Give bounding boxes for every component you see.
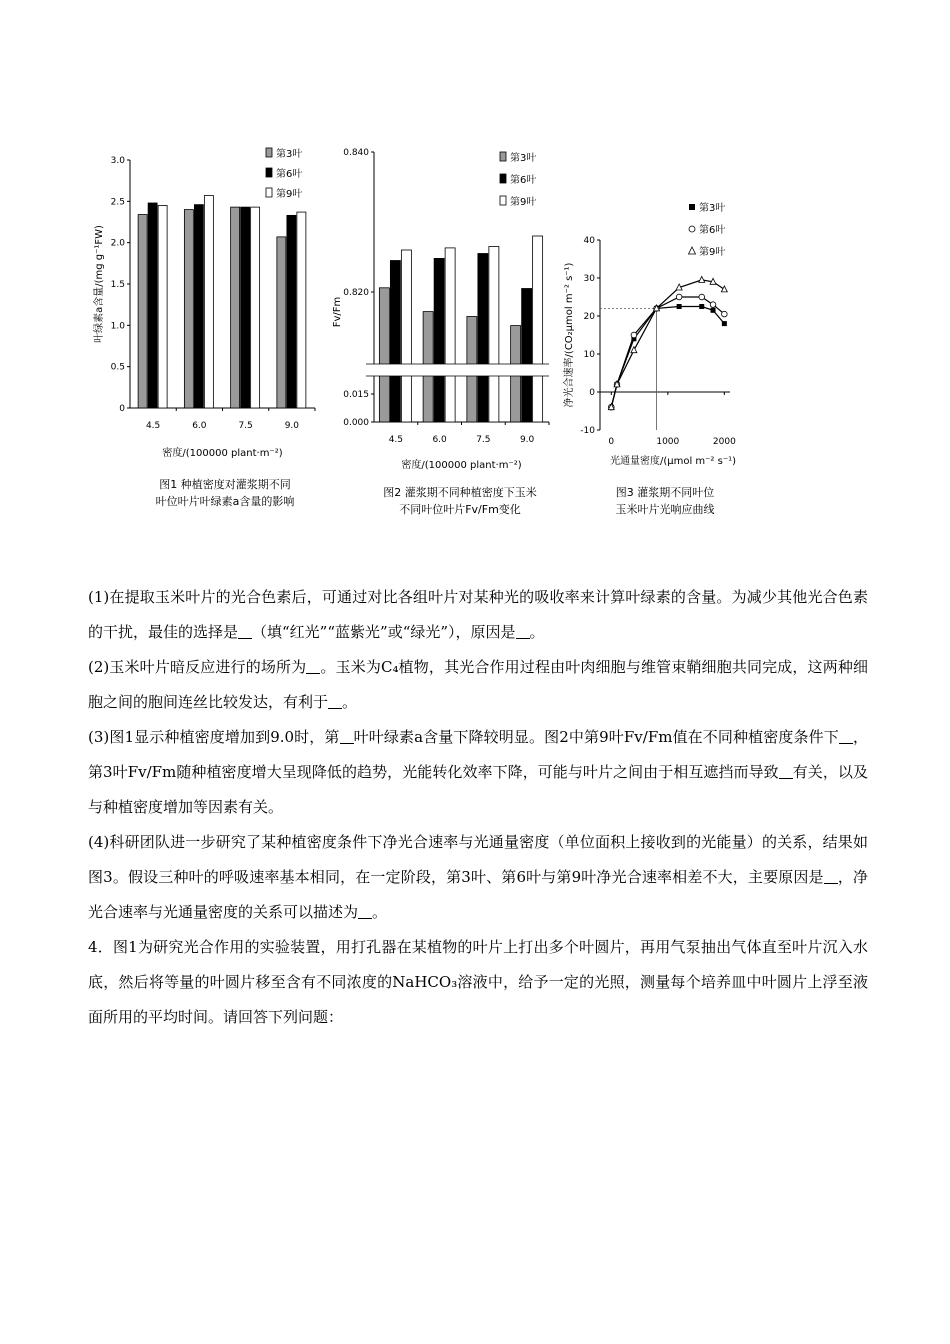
- figure-3: [560, 195, 750, 485]
- paragraph-text: 。: [342, 693, 358, 711]
- data-point: [711, 308, 716, 313]
- x-tick-label: 6.0: [192, 421, 207, 431]
- bar: [489, 247, 499, 423]
- data-point: [631, 347, 637, 353]
- bar: [148, 203, 157, 408]
- x-tick-label: 9.0: [519, 435, 535, 445]
- y-tick-label: 0.820: [343, 288, 369, 298]
- legend-swatch: [266, 188, 272, 197]
- paragraph-text: (4)科研团队进一步研究了某种植密度条件下净光合速率与光通量密度（单位面积上接收到的光能量）的关系，结果如图3。假设三种叶的呼吸速率基本相同，在一定阶段，第3叶、第6叶与第9叶净光合速率相差不大，主要原因是: [88, 833, 868, 886]
- caption-line: 不同叶位叶片Fv/Fm变化: [399, 503, 521, 516]
- legend-label: 第9叶: [699, 247, 726, 258]
- answer-blank[interactable]: [824, 869, 838, 884]
- bar: [379, 288, 389, 422]
- y-tick-label: 0.015: [343, 390, 369, 400]
- y-tick-label: 30: [583, 274, 595, 284]
- y-tick-label: 0: [119, 404, 125, 414]
- x-tick-label: 7.5: [476, 435, 491, 445]
- legend-marker: [689, 226, 695, 232]
- y-tick-label: -10: [580, 426, 595, 436]
- axis-break: [366, 364, 551, 376]
- answer-blank[interactable]: [328, 694, 342, 709]
- bar: [241, 207, 250, 408]
- x-tick-label: 6.0: [432, 435, 447, 445]
- figure-2: [330, 140, 560, 480]
- legend-marker: [689, 247, 696, 254]
- x-tick-label: 4.5: [388, 435, 404, 445]
- y-axis-label: 叶绿素a含量/(mg g⁻¹FW): [94, 225, 105, 343]
- data-point: [699, 294, 705, 300]
- data-point: [699, 276, 705, 282]
- caption-line: 图1 种植密度对灌浆期不同: [159, 478, 291, 491]
- legend-label: 第9叶: [510, 197, 537, 208]
- paragraph-text: 。玉米为C₄植物，其光合作用过程由叶肉细胞与维管束鞘细胞共同完成，这两种细胞之间的胞间连丝比较发达，有利于: [88, 658, 868, 711]
- paragraph-text: （填“红光”“蓝紫光”或“绿光”），原因是: [252, 623, 516, 641]
- legend-label: 第6叶: [276, 169, 303, 180]
- caption-line: 叶位叶片叶绿素a含量的影响: [155, 495, 295, 508]
- paragraph-text: ，第3叶Fv/Fm随种植密度增大呈现降低的趋势，光能转化效率下降，可能与叶片之间由于相互遮挡而导致: [88, 728, 868, 781]
- bar: [445, 248, 455, 422]
- y-tick-label: 0.000: [343, 418, 369, 428]
- paragraph-text: ，净光合速率与光通量密度的关系可以描述为: [88, 868, 868, 921]
- y-axis-label: Fv/Fm: [332, 296, 343, 328]
- legend-label: 第3叶: [699, 203, 726, 214]
- x-tick-label: 2000: [712, 437, 736, 447]
- answer-blank[interactable]: [358, 904, 372, 919]
- x-axis-label: 密度/(100000 plant·m⁻²): [162, 448, 283, 459]
- paragraph-text: 4．图1为研究光合作用的实验装置，用打孔器在某植物的叶片上打出多个叶圆片，再用气泵抽出气体直至叶片沉入水底，然后将等量的叶圆片移至含有不同浓度的NaHCO₃溶液中，给予一定的光照，测量每个培养皿中叶圆片上浮至液面所用的平均时间。请回答下列问题：: [88, 938, 868, 1026]
- question-paragraph: [88, 720, 868, 825]
- caption-line: 玉米叶片光响应曲线: [615, 503, 715, 516]
- y-tick-label: 0.5: [110, 362, 125, 373]
- legend-label: 第6叶: [510, 175, 537, 186]
- figure-2-caption: [360, 484, 560, 518]
- bar: [138, 215, 147, 408]
- x-tick-label: 0: [608, 437, 615, 447]
- bar: [251, 207, 260, 408]
- answer-blank[interactable]: [306, 659, 320, 674]
- paragraph-text: 。: [372, 903, 388, 921]
- figure-3-chart: [560, 195, 750, 485]
- paragraph-text: (1)在提取玉米叶片的光合色素后，可通过对比各组叶片对某种光的吸收率来计算叶绿素的含量。为减少其他光合色素的干扰，最佳的选择是: [88, 588, 868, 641]
- y-tick-label: 2.5: [110, 197, 125, 208]
- question-paragraph: [88, 580, 868, 650]
- y-tick-label: 40: [583, 236, 595, 246]
- figure-3-caption: [590, 484, 740, 518]
- y-tick-label: 1.0: [110, 321, 125, 332]
- y-tick-label: 20: [583, 312, 595, 322]
- legend-label: 第3叶: [276, 149, 303, 160]
- paragraph-text: 有关，以及与种植密度增加等因素有关。: [88, 763, 868, 816]
- bar: [231, 207, 240, 408]
- bar: [184, 210, 193, 408]
- data-point: [722, 311, 728, 317]
- legend-swatch: [266, 148, 272, 157]
- bar: [277, 237, 286, 408]
- data-point: [677, 304, 682, 309]
- y-tick-label: 1.5: [110, 280, 125, 290]
- bar: [390, 261, 400, 423]
- question-text: [88, 580, 868, 1035]
- x-axis-label: 光通量密度/(μmol m⁻² s⁻¹): [609, 456, 737, 467]
- bar: [194, 205, 203, 408]
- figure-2-chart: [330, 140, 560, 480]
- x-tick-label: 4.5: [145, 421, 161, 431]
- caption-line: 图2 灌浆期不同种植密度下玉米: [383, 486, 537, 499]
- question-paragraph: [88, 825, 868, 930]
- bar: [434, 258, 444, 422]
- data-point: [631, 332, 637, 338]
- y-tick-label: 0: [589, 388, 595, 398]
- legend-swatch: [500, 196, 506, 205]
- legend-swatch: [266, 168, 272, 177]
- caption-line: 图3 灌浆期不同叶位: [615, 486, 715, 499]
- paragraph-text: 叶叶绿素a含量下降较明显。图2中第9叶Fv/Fm值在不同种植密度条件下: [353, 728, 839, 746]
- x-tick-label: 9.0: [284, 421, 300, 431]
- answer-blank[interactable]: [516, 624, 530, 639]
- bar: [533, 236, 543, 422]
- bar: [522, 289, 532, 423]
- figure-1-caption: [120, 476, 330, 510]
- data-point: [721, 286, 727, 292]
- legend-label: 第3叶: [510, 153, 537, 164]
- paragraph-text: (3)图1显示种植密度增加到9.0时，第: [88, 728, 340, 746]
- legend-marker: [689, 204, 695, 210]
- question-paragraph: [88, 650, 868, 720]
- y-tick-label: 10: [583, 350, 595, 360]
- paragraph-text: 。: [529, 623, 545, 641]
- bar: [158, 205, 167, 408]
- bar: [204, 196, 213, 408]
- x-tick-label: 7.5: [238, 421, 253, 431]
- y-tick-label: 3.0: [110, 156, 125, 166]
- data-point: [722, 321, 727, 326]
- legend-swatch: [500, 174, 506, 183]
- y-axis-label: 净光合速率/(CO₂μmol m⁻² s⁻¹): [564, 262, 575, 408]
- data-point: [699, 304, 704, 309]
- answer-blank[interactable]: [340, 729, 354, 744]
- legend-swatch: [500, 152, 506, 161]
- figure-1-chart: [90, 140, 330, 470]
- legend-label: 第9叶: [276, 189, 303, 200]
- x-axis-label: 密度/(100000 plant·m⁻²): [401, 460, 522, 471]
- x-tick-label: 1000: [656, 437, 680, 447]
- bar: [287, 215, 296, 408]
- series-line: [611, 280, 724, 407]
- data-point: [676, 294, 682, 300]
- figure-1: [90, 140, 330, 470]
- answer-blank[interactable]: [238, 624, 252, 639]
- bar: [401, 250, 411, 422]
- y-tick-label: 2.0: [110, 238, 125, 249]
- legend-label: 第6叶: [699, 225, 726, 236]
- paragraph-text: (2)玉米叶片暗反应进行的场所为: [88, 658, 307, 676]
- data-point: [710, 302, 716, 308]
- bar: [297, 212, 306, 408]
- y-tick-label: 0.840: [343, 148, 369, 158]
- bar: [478, 254, 488, 423]
- answer-blank[interactable]: [839, 729, 853, 744]
- answer-blank[interactable]: [779, 764, 793, 779]
- question-paragraph: [88, 930, 868, 1035]
- series-line: [611, 297, 724, 407]
